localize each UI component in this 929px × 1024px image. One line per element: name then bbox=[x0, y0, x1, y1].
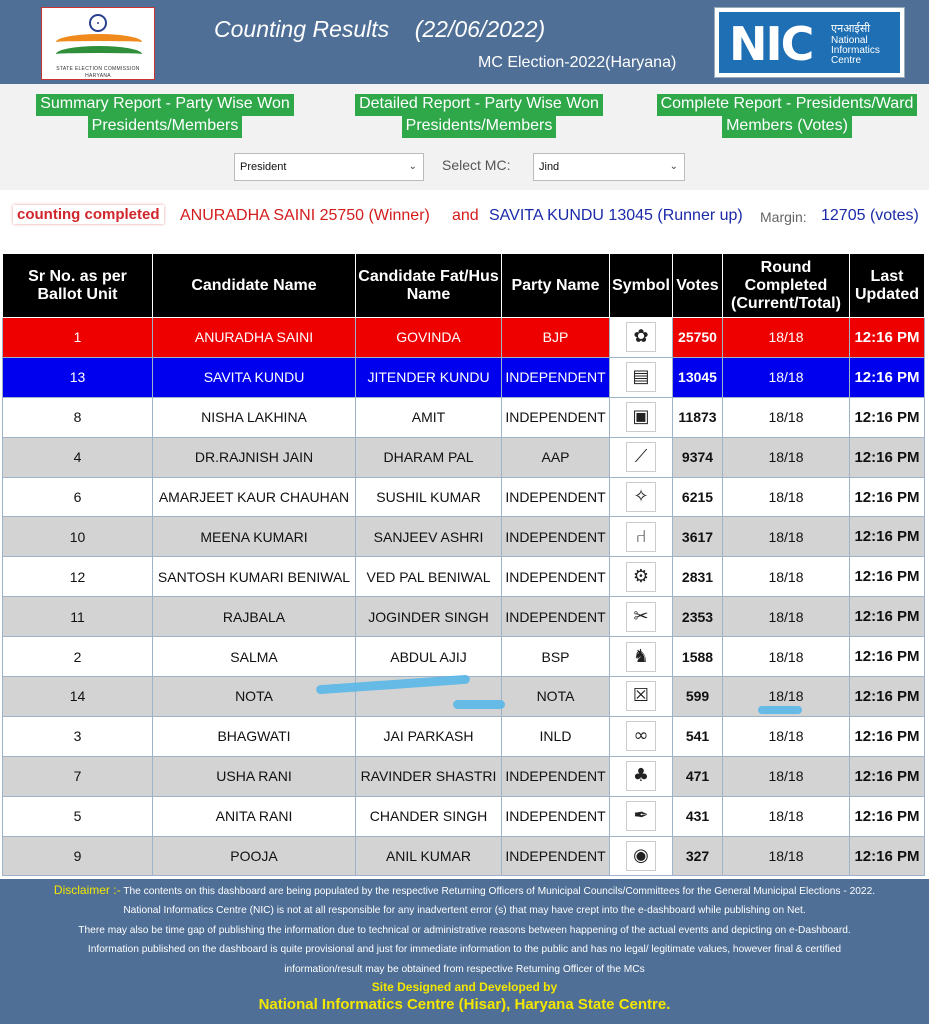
symbol-cell bbox=[610, 597, 673, 637]
logo-caption-state: HARYANA bbox=[85, 73, 111, 79]
mc-select[interactable] bbox=[533, 153, 685, 181]
last-updated-cell: 12:16 PM bbox=[850, 677, 925, 717]
father-husband-name-cell: GOVINDA bbox=[356, 318, 502, 358]
header-sr-no: Sr No. as per Ballot Unit bbox=[3, 254, 153, 318]
last-updated-cell: 12:16 PM bbox=[850, 437, 925, 477]
last-updated-cell: 12:16 PM bbox=[850, 756, 925, 796]
election-type-select[interactable] bbox=[234, 153, 424, 181]
party-name-cell: INDEPENDENT bbox=[502, 357, 610, 397]
detailed-report-label-1: Detailed Report - Party Wise Won bbox=[355, 94, 603, 116]
disclaimer-line-4: Information published on the dashboard is quite provisional and just for immediate information to the public and has no legal/ legitimate values, however final & certified bbox=[87, 944, 842, 956]
counting-status-badge: counting completed bbox=[13, 205, 164, 224]
symbol-cell bbox=[610, 637, 673, 677]
party-name-cell: NOTA bbox=[502, 677, 610, 717]
disclaimer-footer bbox=[0, 879, 929, 1024]
round-completed-cell: 18/18 bbox=[723, 437, 850, 477]
state-election-commission-logo bbox=[41, 7, 155, 80]
father-husband-name-cell: ANIL KUMAR bbox=[356, 836, 502, 876]
sr-no-cell: 4 bbox=[3, 437, 153, 477]
round-completed-cell: 18/18 bbox=[723, 796, 850, 836]
summary-report-label-2: Presidents/Members bbox=[88, 116, 243, 138]
party-name-cell: INDEPENDENT bbox=[502, 517, 610, 557]
table-row bbox=[3, 756, 925, 796]
table-row bbox=[3, 517, 925, 557]
last-updated-cell: 12:16 PM bbox=[850, 836, 925, 876]
table-row bbox=[3, 836, 925, 876]
and-text: and bbox=[452, 207, 479, 224]
round-completed-cell: 18/18 bbox=[723, 637, 850, 677]
sr-no-cell: 3 bbox=[3, 716, 153, 756]
complete-report-label-2: Members (Votes) bbox=[722, 116, 852, 138]
header-candidate-name: Candidate Name bbox=[153, 254, 356, 318]
nota-icon: ☒ bbox=[626, 681, 656, 711]
votes-cell: 13045 bbox=[673, 357, 723, 397]
party-name-cell: INLD bbox=[502, 716, 610, 756]
sr-no-cell: 7 bbox=[3, 756, 153, 796]
candidate-name-cell: SAVITA KUNDU bbox=[153, 357, 356, 397]
table-row bbox=[3, 557, 925, 597]
votes-cell: 6215 bbox=[673, 477, 723, 517]
nic-logo bbox=[714, 7, 905, 78]
table-row bbox=[3, 477, 925, 517]
father-husband-name-cell: ABDUL AJIJ bbox=[356, 637, 502, 677]
father-husband-name-cell: JAI PARKASH bbox=[356, 716, 502, 756]
party-name-cell: INDEPENDENT bbox=[502, 836, 610, 876]
symbol-cell bbox=[610, 357, 673, 397]
father-husband-name-cell: SANJEEV ASHRI bbox=[356, 517, 502, 557]
votes-cell: 25750 bbox=[673, 318, 723, 358]
symbol-cell bbox=[610, 397, 673, 437]
last-updated-cell: 12:16 PM bbox=[850, 318, 925, 358]
page-header bbox=[0, 0, 929, 84]
disclaimer-label: Disclaimer :- bbox=[53, 883, 121, 897]
redaction-scribble bbox=[453, 700, 505, 709]
votes-cell: 3617 bbox=[673, 517, 723, 557]
symbol-cell bbox=[610, 716, 673, 756]
table-row bbox=[3, 357, 925, 397]
complete-report-button[interactable] bbox=[645, 94, 929, 138]
round-completed-cell: 18/18 bbox=[723, 716, 850, 756]
header-round-completed: Round Completed (Current/Total) bbox=[723, 254, 850, 318]
party-name-cell: INDEPENDENT bbox=[502, 557, 610, 597]
nic-logo-english: National Informatics Centre bbox=[831, 35, 880, 66]
candidate-name-cell: ANITA RANI bbox=[153, 796, 356, 836]
symbol-cell bbox=[610, 756, 673, 796]
last-updated-cell: 12:16 PM bbox=[850, 716, 925, 756]
candidate-name-cell: DR.RAJNISH JAIN bbox=[153, 437, 356, 477]
symbol-cell bbox=[610, 557, 673, 597]
father-husband-name-cell: VED PAL BENIWAL bbox=[356, 557, 502, 597]
round-completed-cell: 18/18 bbox=[723, 318, 850, 358]
page-title: Counting Results (22/06/2022) bbox=[214, 16, 546, 42]
mc-select-value: Jind bbox=[539, 161, 560, 173]
pen-nib-icon: ✒ bbox=[626, 801, 656, 831]
round-completed-cell: 18/18 bbox=[723, 397, 850, 437]
father-husband-name-cell: JITENDER KUNDU bbox=[356, 357, 502, 397]
chair-icon: ⑁ bbox=[626, 522, 656, 552]
pot-icon: ◉ bbox=[626, 841, 656, 871]
round-completed-cell: 18/18 bbox=[723, 477, 850, 517]
results-table-body bbox=[3, 318, 925, 876]
nic-logo-mark: NIC bbox=[729, 17, 813, 71]
header-last-updated: Last Updated bbox=[850, 254, 925, 318]
table-row bbox=[3, 437, 925, 477]
candidate-name-cell: NOTA bbox=[153, 677, 356, 717]
detailed-report-button[interactable] bbox=[347, 94, 611, 138]
round-completed-cell: 18/18 bbox=[723, 756, 850, 796]
last-updated-cell: 12:16 PM bbox=[850, 597, 925, 637]
party-name-cell: INDEPENDENT bbox=[502, 477, 610, 517]
votes-cell: 1588 bbox=[673, 637, 723, 677]
disclaimer-line-2: National Informatics Centre (NIC) is not at all responsible for any inadvertent error (s) that may have crept into the e-dashboard while publishing on Net. bbox=[123, 905, 806, 917]
party-name-cell: INDEPENDENT bbox=[502, 397, 610, 437]
round-completed-cell: 18/18 bbox=[723, 557, 850, 597]
sr-no-cell: 10 bbox=[3, 517, 153, 557]
result-summary bbox=[0, 195, 929, 241]
father-husband-name-cell: DHARAM PAL bbox=[356, 437, 502, 477]
votes-cell: 541 bbox=[673, 716, 723, 756]
elephant-icon: ♞ bbox=[626, 642, 656, 672]
chakra-icon bbox=[89, 14, 107, 32]
chevron-down-icon: ⌄ bbox=[669, 161, 678, 172]
designed-by-text: Site Designed and Developed by bbox=[371, 980, 558, 995]
disclaimer-line-1: The contents on this dashboard are being populated by the respective Returning Officers of Municipal Councils/Committees for the General Municipal Elections - 2022. bbox=[120, 886, 876, 897]
detailed-report-label-2: Presidents/Members bbox=[402, 116, 557, 138]
report-navigation bbox=[0, 84, 929, 190]
header-symbol: Symbol bbox=[610, 254, 673, 318]
candidate-name-cell: MEENA KUMARI bbox=[153, 517, 356, 557]
spectacles-icon: ∞ bbox=[626, 721, 656, 751]
party-name-cell: BJP bbox=[502, 318, 610, 358]
votes-cell: 327 bbox=[673, 836, 723, 876]
lotus-icon: ✿ bbox=[626, 322, 656, 352]
sr-no-cell: 2 bbox=[3, 637, 153, 677]
round-completed-cell: 18/18 bbox=[723, 597, 850, 637]
votes-cell: 2353 bbox=[673, 597, 723, 637]
symbol-cell bbox=[610, 517, 673, 557]
developer-name: National Informatics Centre (Hisar), Haryana State Centre. bbox=[258, 996, 671, 1014]
father-husband-name-cell: RAVINDER SHASTRI bbox=[356, 756, 502, 796]
sr-no-cell: 11 bbox=[3, 597, 153, 637]
sr-no-cell: 6 bbox=[3, 477, 153, 517]
candidate-name-cell: POOJA bbox=[153, 836, 356, 876]
motorcycle-icon: ⚙ bbox=[626, 562, 656, 592]
votes-cell: 2831 bbox=[673, 557, 723, 597]
table-header-row bbox=[3, 254, 925, 318]
last-updated-cell: 12:16 PM bbox=[850, 796, 925, 836]
header-votes: Votes bbox=[673, 254, 723, 318]
votes-cell: 431 bbox=[673, 796, 723, 836]
table-row bbox=[3, 637, 925, 677]
party-name-cell: INDEPENDENT bbox=[502, 756, 610, 796]
sr-no-cell: 1 bbox=[3, 318, 153, 358]
winner-summary: ANURADHA SAINI 25750 (Winner) bbox=[180, 207, 430, 224]
sr-no-cell: 13 bbox=[3, 357, 153, 397]
candidate-name-cell: RAJBALA bbox=[153, 597, 356, 637]
table-row bbox=[3, 796, 925, 836]
symbol-cell bbox=[610, 437, 673, 477]
complete-report-label-1: Complete Report - Presidents/Ward bbox=[657, 94, 918, 116]
votes-cell: 599 bbox=[673, 677, 723, 717]
candidate-name-cell: NISHA LAKHINA bbox=[153, 397, 356, 437]
symbol-cell bbox=[610, 477, 673, 517]
votes-cell: 9374 bbox=[673, 437, 723, 477]
disclaimer-line-3: There may also be time gap of publishing the information due to technical or administrative reasons between happening of the actual events and depicting on e-Dashboard. bbox=[78, 924, 851, 936]
last-updated-cell: 12:16 PM bbox=[850, 357, 925, 397]
torch-icon: ✧ bbox=[626, 482, 656, 512]
symbol-cell bbox=[610, 836, 673, 876]
cake-icon: ▤ bbox=[626, 362, 656, 392]
father-husband-name-cell: AMIT bbox=[356, 397, 502, 437]
margin-value: 12705 (votes) bbox=[821, 207, 919, 224]
last-updated-cell: 12:16 PM bbox=[850, 397, 925, 437]
round-completed-cell: 18/18 bbox=[723, 836, 850, 876]
votes-cell: 471 bbox=[673, 756, 723, 796]
coconut-tree-icon: ♣ bbox=[626, 761, 656, 791]
candidate-name-cell: USHA RANI bbox=[153, 756, 356, 796]
party-name-cell: INDEPENDENT bbox=[502, 597, 610, 637]
round-completed-cell: 18/18 bbox=[723, 677, 850, 717]
candidate-name-cell: SANTOSH KUMARI BENIWAL bbox=[153, 557, 356, 597]
party-name-cell: AAP bbox=[502, 437, 610, 477]
round-completed-cell: 18/18 bbox=[723, 517, 850, 557]
last-updated-cell: 12:16 PM bbox=[850, 637, 925, 677]
last-updated-cell: 12:16 PM bbox=[850, 557, 925, 597]
candidate-name-cell: AMARJEET KAUR CHAUHAN bbox=[153, 477, 356, 517]
round-completed-cell: 18/18 bbox=[723, 357, 850, 397]
last-updated-cell: 12:16 PM bbox=[850, 517, 925, 557]
broom-icon: ⟋ bbox=[626, 442, 656, 472]
symbol-cell bbox=[610, 796, 673, 836]
green-swoosh-icon bbox=[56, 46, 142, 62]
summary-report-label-1: Summary Report - Party Wise Won bbox=[36, 94, 294, 116]
votes-cell: 11873 bbox=[673, 397, 723, 437]
results-table bbox=[2, 253, 925, 876]
candidate-name-cell: ANURADHA SAINI bbox=[153, 318, 356, 358]
sr-no-cell: 12 bbox=[3, 557, 153, 597]
scissors-icon: ✂ bbox=[626, 602, 656, 632]
candidate-name-cell: BHAGWATI bbox=[153, 716, 356, 756]
bus-icon: ▣ bbox=[626, 402, 656, 432]
party-name-cell: BSP bbox=[502, 637, 610, 677]
sr-no-cell: 9 bbox=[3, 836, 153, 876]
sr-no-cell: 8 bbox=[3, 397, 153, 437]
table-row bbox=[3, 397, 925, 437]
select-mc-label: Select MC: bbox=[442, 157, 511, 173]
runner-up-summary: SAVITA KUNDU 13045 (Runner up) bbox=[489, 207, 743, 224]
sr-no-cell: 5 bbox=[3, 796, 153, 836]
symbol-cell bbox=[610, 318, 673, 358]
party-name-cell: INDEPENDENT bbox=[502, 796, 610, 836]
father-husband-name-cell: SUSHIL KUMAR bbox=[356, 477, 502, 517]
nic-logo-hindi: एनआईसी bbox=[831, 23, 871, 35]
father-husband-name-cell: JOGINDER SINGH bbox=[356, 597, 502, 637]
table-row bbox=[3, 597, 925, 637]
election-type-value: President bbox=[240, 161, 287, 173]
last-updated-cell: 12:16 PM bbox=[850, 477, 925, 517]
logo-caption: STATE ELECTION COMMISSION bbox=[56, 66, 140, 72]
candidate-name-cell: SALMA bbox=[153, 637, 356, 677]
sr-no-cell: 14 bbox=[3, 677, 153, 717]
table-row bbox=[3, 716, 925, 756]
chevron-down-icon: ⌄ bbox=[408, 161, 417, 172]
disclaimer-line-5: information/result may be obtained from respective Returning Officer of the MCs bbox=[284, 963, 645, 975]
margin-label: Margin: bbox=[760, 209, 807, 225]
father-husband-name-cell: CHANDER SINGH bbox=[356, 796, 502, 836]
summary-report-button[interactable] bbox=[26, 94, 304, 138]
redaction-scribble bbox=[758, 706, 802, 714]
table-row bbox=[3, 318, 925, 358]
page-subtitle: MC Election-2022(Haryana) bbox=[478, 54, 677, 71]
symbol-cell bbox=[610, 677, 673, 717]
header-party-name: Party Name bbox=[502, 254, 610, 318]
header-father-husband-name: Candidate Fat/Hus Name bbox=[356, 254, 502, 318]
